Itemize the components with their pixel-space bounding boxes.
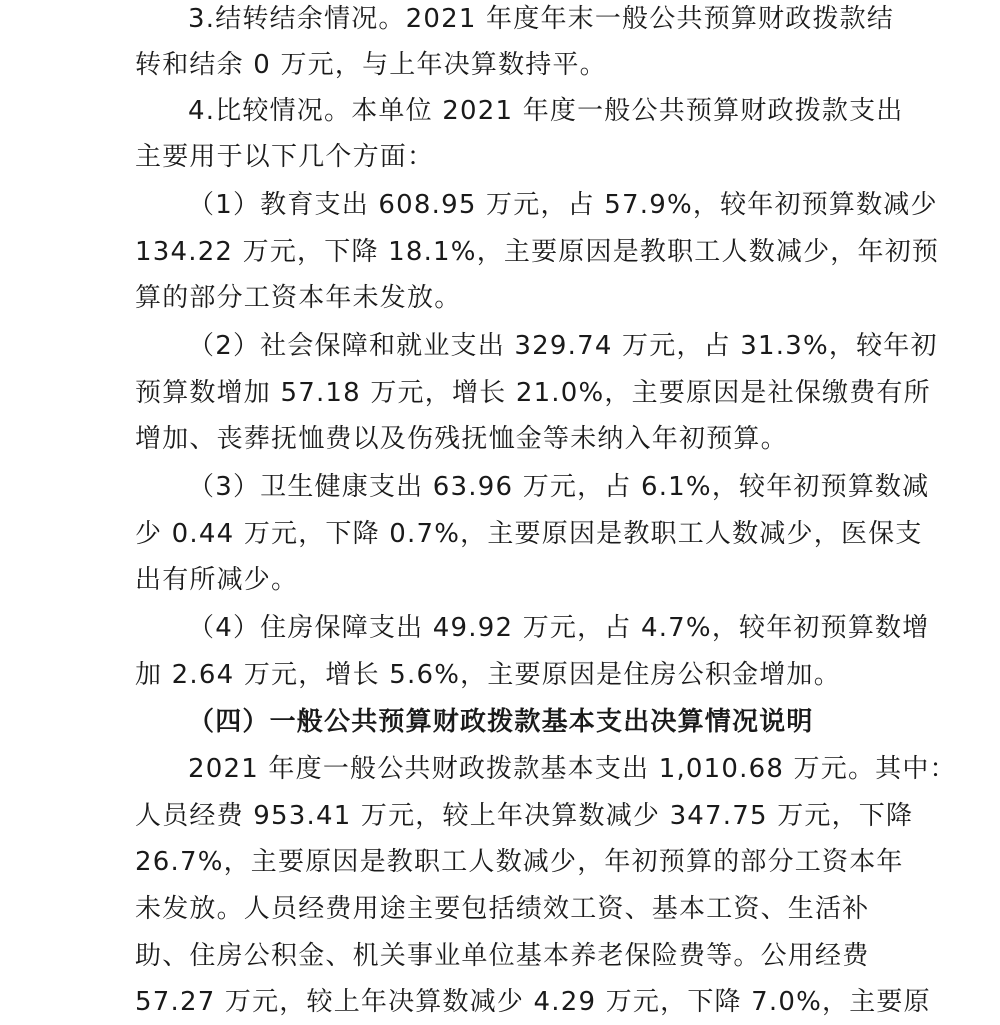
section-heading: （四）一般公共预算财政拨款基本支出决算情况说明: [188, 707, 814, 737]
text-line: 算的部分工资本年未发放。: [135, 283, 462, 313]
text-line: （1）教育支出 608.95 万元，占 57.9%，较年初预算数减少: [188, 190, 938, 220]
text-line: 助、住房公积金、机关事业单位基本养老保险费等。公用经费: [135, 941, 870, 971]
text-line: （2）社会保障和就业支出 329.74 万元，占 31.3%，较年初: [188, 331, 938, 361]
text-line: 人员经费 953.41 万元，较上年决算数减少 347.75 万元，下降: [135, 801, 914, 831]
text-line: 3.结转结余情况。2021 年度年末一般公共预算财政拨款结: [188, 4, 895, 34]
text-line: 2021 年度一般公共财政拨款基本支出 1,010.68 万元。其中：: [188, 754, 957, 784]
text-line: （4）住房保障支出 49.92 万元，占 4.7%，较年初预算数增: [188, 613, 930, 643]
text-line: 预算数增加 57.18 万元，增长 21.0%，主要原因是社保缴费有所: [135, 378, 931, 408]
text-line: （3）卫生健康支出 63.96 万元，占 6.1%，较年初预算数减: [188, 472, 930, 502]
text-line: 4.比较情况。本单位 2021 年度一般公共预算财政拨款支出: [188, 96, 904, 126]
text-line: 加 2.64 万元，增长 5.6%，主要原因是住房公积金增加。: [135, 660, 841, 690]
text-line: 增加、丧葬抚恤费以及伤残抚恤金等未纳入年初预算。: [135, 424, 788, 454]
text-line: 57.27 万元，较上年决算数减少 4.29 万元，下降 7.0%，主要原: [135, 987, 931, 1017]
text-line: 26.7%，主要原因是教职工人数减少，年初预算的部分工资本年: [135, 847, 904, 877]
text-line: 134.22 万元，下降 18.1%，主要原因是教职工人数减少，年初预: [135, 237, 940, 267]
text-line: 主要用于以下几个方面：: [135, 142, 435, 172]
text-line: 转和结余 0 万元，与上年决算数持平。: [135, 50, 607, 80]
text-line: 未发放。人员经费用途主要包括绩效工资、基本工资、生活补: [135, 894, 870, 924]
text-line: 少 0.44 万元，下降 0.7%，主要原因是教职工人数减少，医保支: [135, 519, 923, 549]
text-line: 出有所减少。: [135, 565, 299, 595]
